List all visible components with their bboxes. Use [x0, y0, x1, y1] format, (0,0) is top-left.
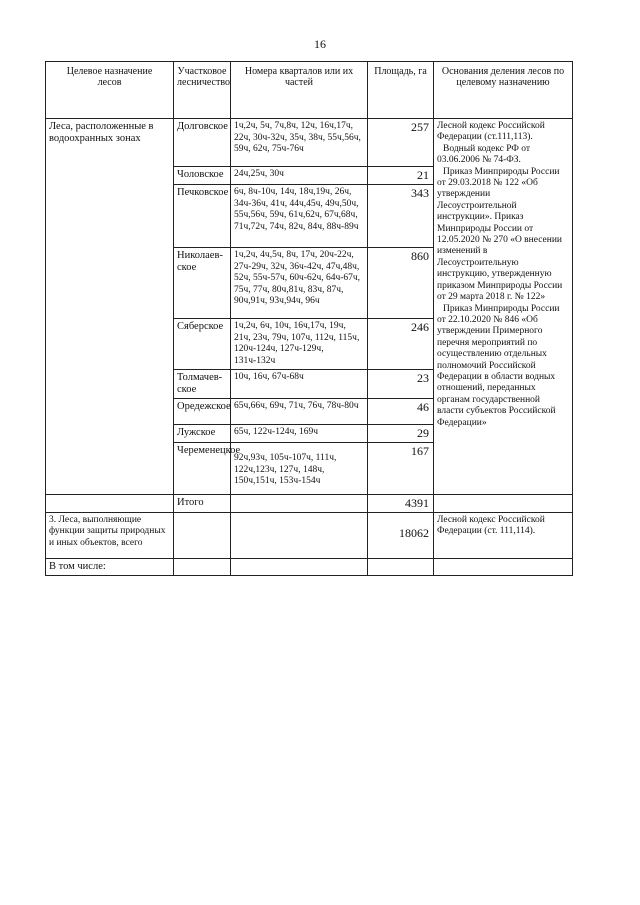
forestry-name: Печковское — [174, 185, 231, 248]
total-label: Итого — [174, 495, 231, 513]
empty-cell — [174, 513, 231, 559]
empty-cell — [231, 513, 368, 559]
forestry-name: Толмачев-ское — [174, 370, 231, 399]
forest-purpose-table — [45, 61, 573, 576]
empty-cell — [46, 495, 174, 513]
empty-cell — [174, 559, 231, 576]
table-row — [46, 513, 573, 559]
quarter-numbers: 1ч,2ч, 4ч,5ч, 8ч, 17ч, 20ч-22ч, 27ч-29ч, 32ч, 36ч-42ч, 47ч,48ч, 52ч, 55ч-57ч, 60ч-62ч, 64ч-67ч, 75ч, 77ч, 80ч,81ч, 83ч, 87ч, 90ч,91ч, 93ч,94ч, 96ч — [231, 248, 368, 319]
basis-water-zones — [434, 119, 573, 495]
empty-cell — [231, 495, 368, 513]
empty-cell — [434, 559, 573, 576]
basis-paragraph: Водный кодекс РФ от 03.06.2006 № 74-ФЗ. — [437, 143, 530, 166]
purpose-water-zones: Леса, расположенные в водоохранных зонах — [46, 119, 174, 495]
forestry-name: Череменецкое — [174, 443, 231, 495]
table-row — [46, 559, 573, 576]
forestry-name: Николаев-ское — [174, 248, 231, 319]
empty-cell — [231, 559, 368, 576]
area-value: 18062 — [368, 513, 434, 559]
header-basis: Основания деления лесов по целевому назначению — [434, 62, 573, 119]
area-value: 343 — [368, 185, 434, 248]
header-quarters: Номера кварталов или их частей — [231, 62, 368, 119]
basis-paragraph: Приказ Минприроды России от 29.03.2018 № 122 «Об утверждении Лесоустроительной инструкции». Приказ Минприроды России от 12.05.2020 № 270 «О внесении изменений в Лесоустроительную инструкцию, утвержденную приказом Минприроды России от 29 марта 2018 г. № 122» — [437, 166, 563, 303]
quarter-numbers: 1ч,2ч, 6ч, 10ч, 16ч,17ч, 19ч, 21ч, 23ч, 79ч, 107ч, 112ч, 115ч, 120ч-124ч, 127ч-129ч, 131ч-132ч — [231, 319, 368, 370]
area-value: 23 — [368, 370, 434, 399]
basis-protective: Лесной кодекс Российской Федерации (ст. 111,114). — [434, 513, 573, 559]
forestry-name: Лужское — [174, 425, 231, 443]
quarter-numbers: 1ч,2ч, 5ч, 7ч,8ч, 12ч, 16ч,17ч, 22ч, 30ч-32ч, 35ч, 38ч, 55ч,56ч, 59ч, 62ч, 75ч-76ч — [231, 119, 368, 167]
header-area: Площадь, га — [368, 62, 434, 119]
table-row — [46, 119, 573, 167]
forestry-name: Чоловское — [174, 167, 231, 185]
empty-cell — [368, 559, 434, 576]
forestry-name: Сяберское — [174, 319, 231, 370]
including-label: В том числе: — [46, 559, 174, 576]
total-row — [46, 495, 573, 513]
quarter-numbers: 24ч,25ч, 30ч — [231, 167, 368, 185]
area-value: 246 — [368, 319, 434, 370]
area-value: 167 — [368, 443, 434, 495]
header-forestry: Участковое лесничество — [174, 62, 231, 119]
empty-cell — [434, 495, 573, 513]
area-value: 46 — [368, 399, 434, 425]
area-value: 860 — [368, 248, 434, 319]
area-value: 29 — [368, 425, 434, 443]
purpose-protective: 3. Леса, выполняющие функции защиты природных и иных объектов, всего — [46, 513, 174, 559]
total-area: 4391 — [368, 495, 434, 513]
basis-paragraph: Приказ Минприроды России от 22.10.2020 № 846 «Об утверждении Примерного перечня мероприятий по осуществлению отдельных полномочий Российской Федерации в области водных отношений, переданных органам государственной власти субъектов Российской Федерации» — [437, 303, 560, 428]
quarter-numbers: 10ч, 16ч, 67ч-68ч — [231, 370, 368, 399]
quarter-numbers: 65ч, 122ч-124ч, 169ч — [231, 425, 368, 443]
quarter-numbers: 65ч,66ч, 69ч, 71ч, 76ч, 78ч-80ч — [231, 399, 368, 425]
forestry-name: Оредежское — [174, 399, 231, 425]
basis-paragraph: Лесной кодекс Российской Федерации (ст.111,113). — [437, 121, 545, 143]
quarter-numbers: 92ч,93ч, 105ч-107ч, 111ч, 122ч,123ч, 127ч, 148ч, 150ч,151ч, 153ч-154ч — [231, 443, 368, 495]
area-value: 21 — [368, 167, 434, 185]
page-number: 16 — [314, 37, 326, 51]
forestry-name: Долговское — [174, 119, 231, 167]
header-purpose: Целевое назначение лесов — [46, 62, 174, 119]
table-header-row — [46, 62, 573, 119]
quarter-numbers: 6ч, 8ч-10ч, 14ч, 18ч,19ч, 26ч, 34ч-36ч, 41ч, 44ч,45ч, 49ч,50ч, 55ч,56ч, 59ч, 61ч,62ч, 67ч,68ч, 71ч,72ч, 74ч, 82ч, 84ч, 88ч-89ч — [231, 185, 368, 248]
area-value: 257 — [368, 119, 434, 167]
